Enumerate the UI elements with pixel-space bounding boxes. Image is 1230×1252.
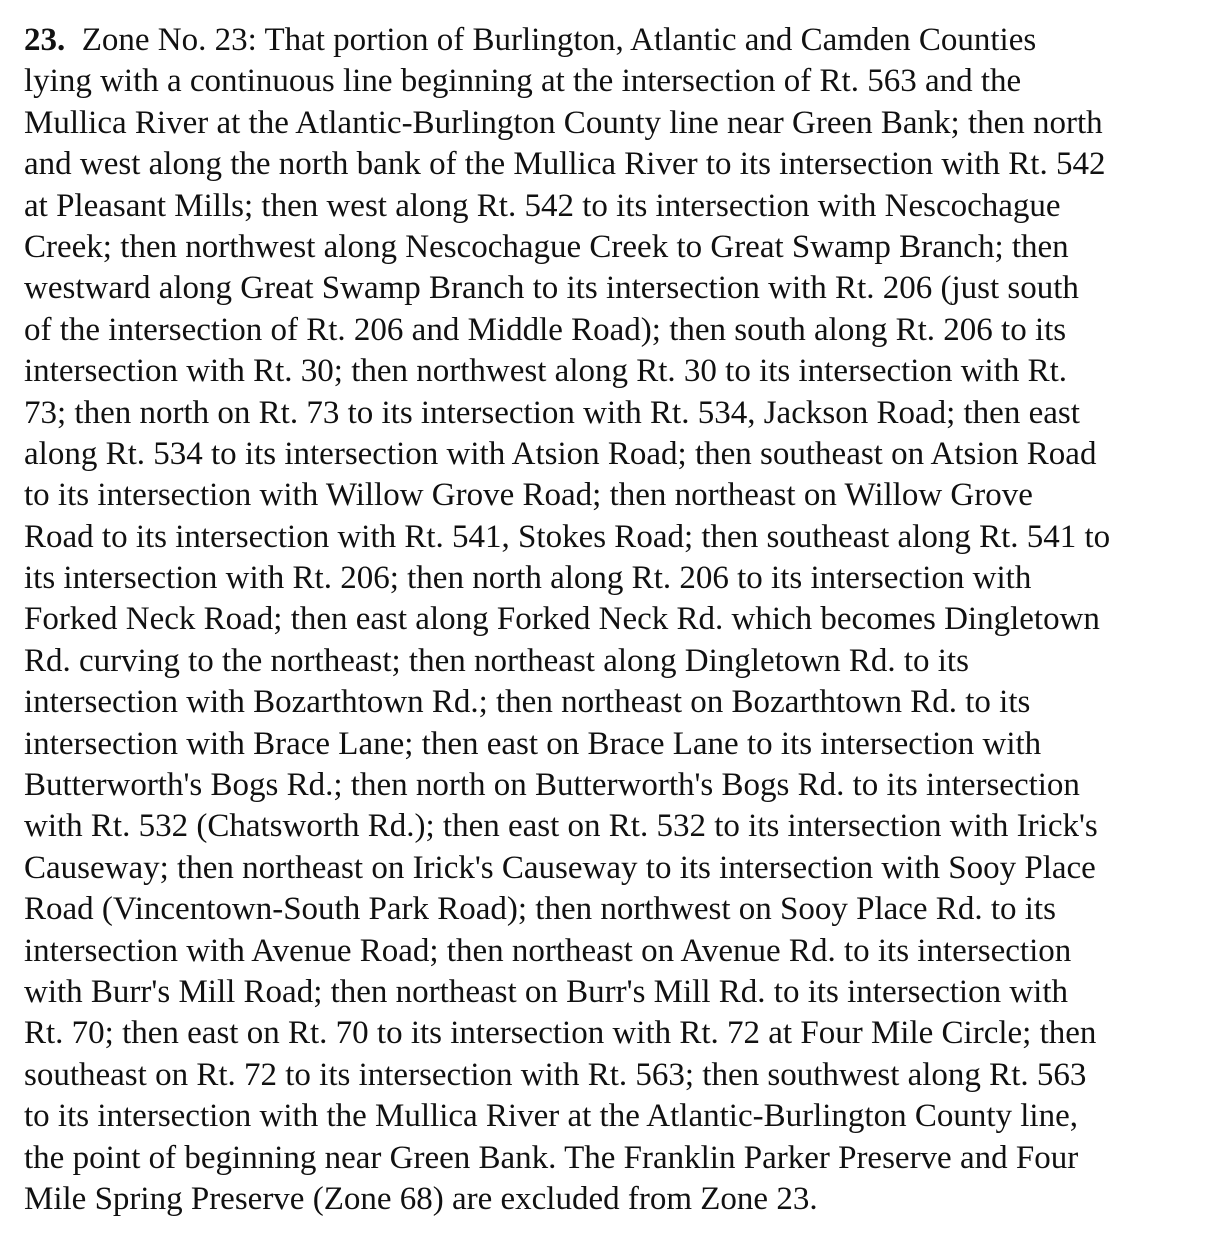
paragraph-line: intersection with Avenue Road; then northeast on Avenue Rd. to its intersection [24, 932, 1072, 969]
paragraph-line: with Burr's Mill Road; then northeast on Burr's Mill Rd. to its intersection with [24, 973, 1068, 1010]
paragraph-line: Causeway; then northeast on Irick's Causeway to its intersection with Sooy Place [24, 849, 1096, 886]
paragraph-line: of the intersection of Rt. 206 and Middle Road); then south along Rt. 206 to its [24, 311, 1067, 348]
paragraph-line: Creek; then northwest along Nescochague Creek to Great Swamp Branch; then [24, 228, 1069, 265]
paragraph-line: Mullica River at the Atlantic-Burlington County line near Green Bank; then north [24, 104, 1103, 141]
paragraph-line: at Pleasant Mills; then west along Rt. 542 to its intersection with Nescochague [24, 187, 1061, 224]
paragraph-line: Butterworth's Bogs Rd.; then north on Butterworth's Bogs Rd. to its intersection [24, 767, 1080, 804]
paragraph-line: the point of beginning near Green Bank. The Franklin Parker Preserve and Four [24, 1139, 1079, 1176]
paragraph-line: and west along the north bank of the Mullica River to its intersection with Rt. 542 [24, 146, 1106, 183]
paragraph-line: intersection with Rt. 30; then northwest along Rt. 30 to its intersection with Rt. [24, 353, 1068, 390]
paragraph-line: its intersection with Rt. 206; then north along Rt. 206 to its intersection with [24, 560, 1032, 597]
paragraph-line: intersection with Bozarthtown Rd.; then northeast on Bozarthtown Rd. to its [24, 684, 1031, 721]
paragraph-line: along Rt. 534 to its intersection with Atsion Road; then southeast on Atsion Road [24, 435, 1097, 472]
paragraph-line: Mile Spring Preserve (Zone 68) are excluded from Zone 23. [24, 1180, 818, 1217]
paragraph-line: with Rt. 532 (Chatsworth Rd.); then east on Rt. 532 to its intersection with Irick's [24, 808, 1098, 845]
paragraph-line: 73; then north on Rt. 73 to its intersection with Rt. 534, Jackson Road; then east [24, 394, 1080, 431]
paragraph-line: intersection with Brace Lane; then east on Brace Lane to its intersection with [24, 725, 1042, 762]
section-number: 23. [24, 22, 66, 58]
paragraph-line: Forked Neck Road; then east along Forked Neck Rd. which becomes Dingletown [24, 601, 1100, 638]
paragraph-line-1 [24, 20, 1218, 61]
paragraph-line: to its intersection with the Mullica River at the Atlantic-Burlington County line, [24, 1098, 1079, 1135]
line-text: Zone No. 23: That portion of Burlington, Atlantic and Camden Counties [81, 22, 1037, 58]
paragraph-line: Rt. 70; then east on Rt. 70 to its intersection with Rt. 72 at Four Mile Circle; then [24, 1015, 1097, 1052]
paragraph-line: westward along Great Swamp Branch to its intersection with Rt. 206 (just south [24, 270, 1079, 307]
paragraph-line: lying with a continuous line beginning at the intersection of Rt. 563 and the [24, 63, 1022, 100]
paragraph-line: Road (Vincentown-South Park Road); then northwest on Sooy Place Rd. to its [24, 891, 1056, 928]
paragraph-line: Road to its intersection with Rt. 541, Stokes Road; then southeast along Rt. 541 to [24, 518, 1111, 555]
paragraph-line: Rd. curving to the northeast; then northeast along Dingletown Rd. to its [24, 642, 969, 679]
paragraph-line: to its intersection with Willow Grove Road; then northeast on Willow Grove [24, 477, 1033, 514]
paragraph-line: southeast on Rt. 72 to its intersection with Rt. 563; then southwest along Rt. 563 [24, 1056, 1087, 1093]
